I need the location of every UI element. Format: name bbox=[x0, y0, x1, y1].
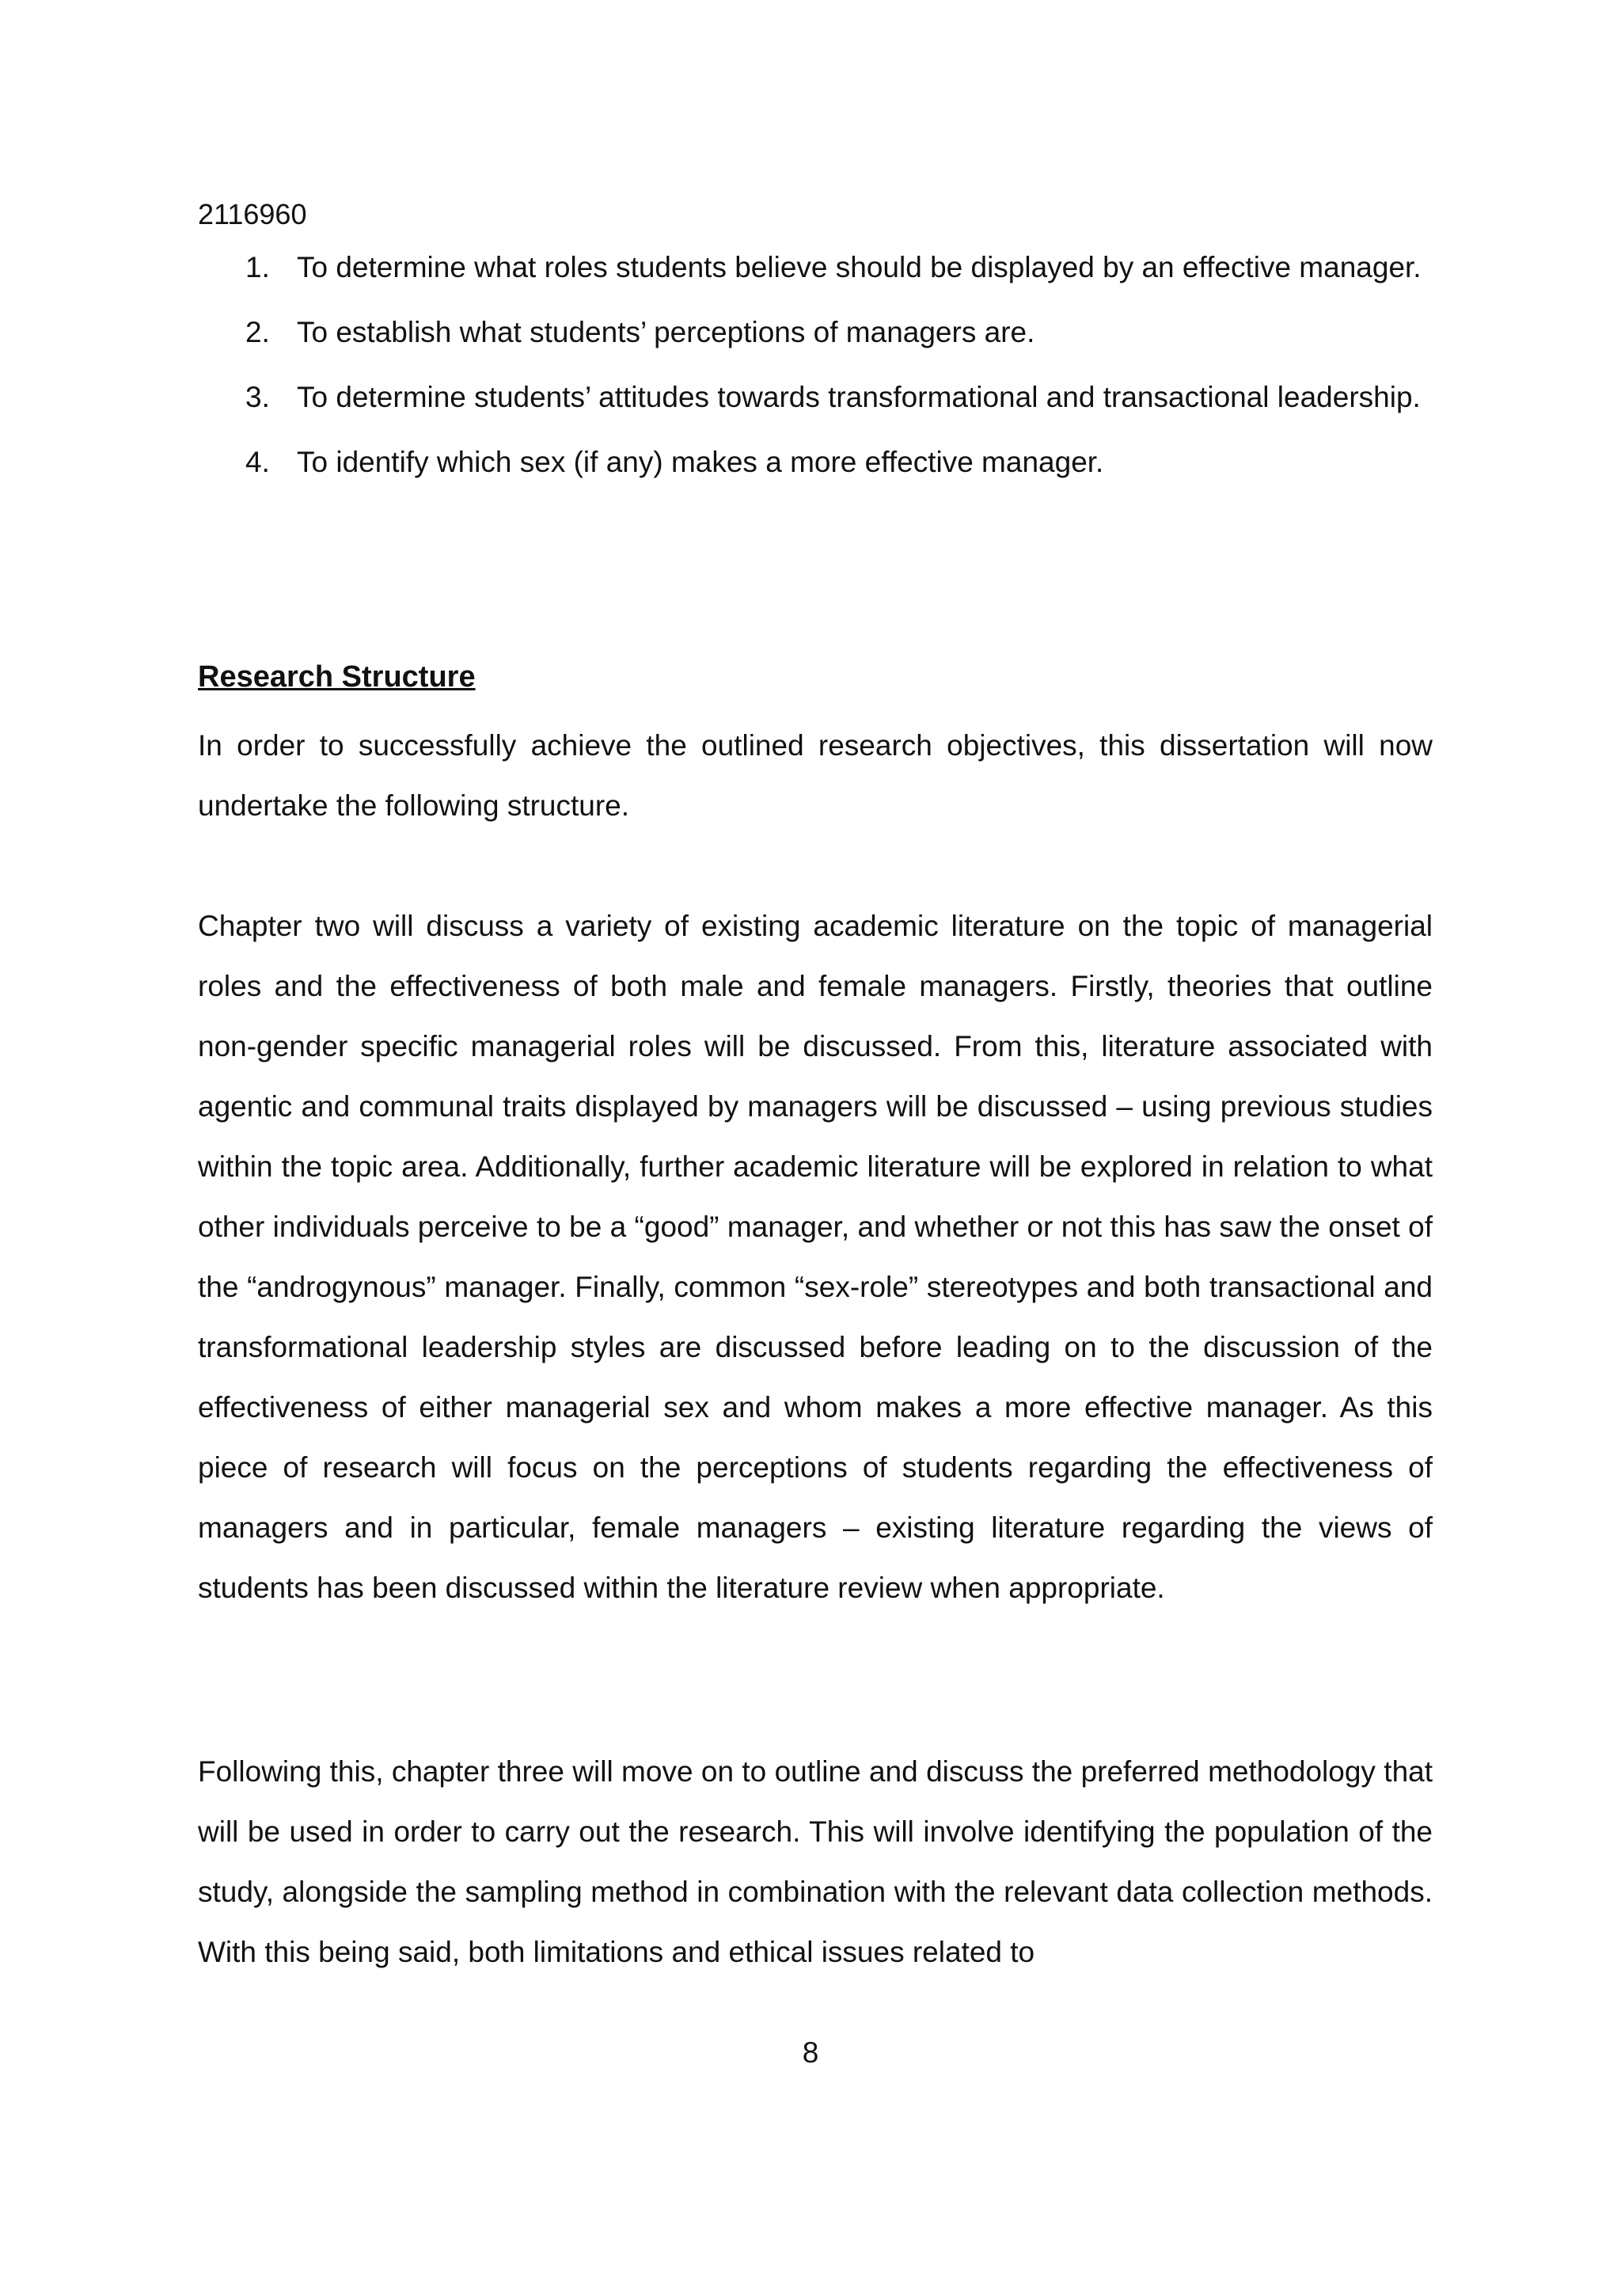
page-number: 8 bbox=[802, 2036, 819, 2069]
body-paragraph: In order to successfully achieve the outlined research objectives, this dissertation will now undertake the following structure. bbox=[198, 729, 1433, 822]
objective-number: 2. bbox=[245, 316, 270, 348]
body-paragraph: Following this, chapter three will move on to outline and discuss the preferred methodology that will be used in order to carry out the research. This will involve identifying the population of the study, alongside the sampling method in combination with the relevant data collection methods. With this being said, both limitations and ethical issues related to bbox=[198, 1755, 1433, 1968]
objective-number: 3. bbox=[245, 381, 270, 413]
objective-item bbox=[198, 432, 1433, 492]
research-objectives-list bbox=[198, 238, 1433, 492]
objective-text: To determine what roles students believe should be displayed by an effective manager. bbox=[297, 251, 1422, 283]
body-paragraph: Chapter two will discuss a variety of existing academic literature on the topic of managerial roles and the effectiveness of both male and female managers. Firstly, theories that outline non-gender specific managerial roles will be discussed. From this, literature associated with agentic and communal traits displayed by managers will be discussed – using previous studies within the topic area. Additionally, further academic literature will be explored in relation to what other individuals perceive to be a “good” manager, and whether or not this has saw the onset of the “androgynous” manager. Finally, common “sex-role” stereotypes and both transactional and transformational leadership styles are discussed before leading on to the discussion of the effectiveness of either managerial sex and whom makes a more effective manager. As this piece of research will focus on the perceptions of students regarding the effectiveness of managers and in particular, female managers – existing literature regarding the views of students has been discussed within the literature review when appropriate. bbox=[198, 910, 1433, 1604]
student-id: 2116960 bbox=[198, 198, 307, 230]
objective-text: To establish what students’ perceptions of managers are. bbox=[297, 316, 1035, 348]
objective-number: 4. bbox=[245, 446, 270, 478]
objective-item bbox=[198, 367, 1433, 428]
objective-text: To identify which sex (if any) makes a more effective manager. bbox=[297, 446, 1104, 478]
objective-item bbox=[198, 302, 1433, 363]
objective-number: 1. bbox=[245, 251, 270, 283]
objective-text: To determine students’ attitudes towards transformational and transactional leadership. bbox=[297, 381, 1421, 413]
section-heading: Research Structure bbox=[198, 660, 476, 694]
objective-item bbox=[198, 238, 1433, 298]
